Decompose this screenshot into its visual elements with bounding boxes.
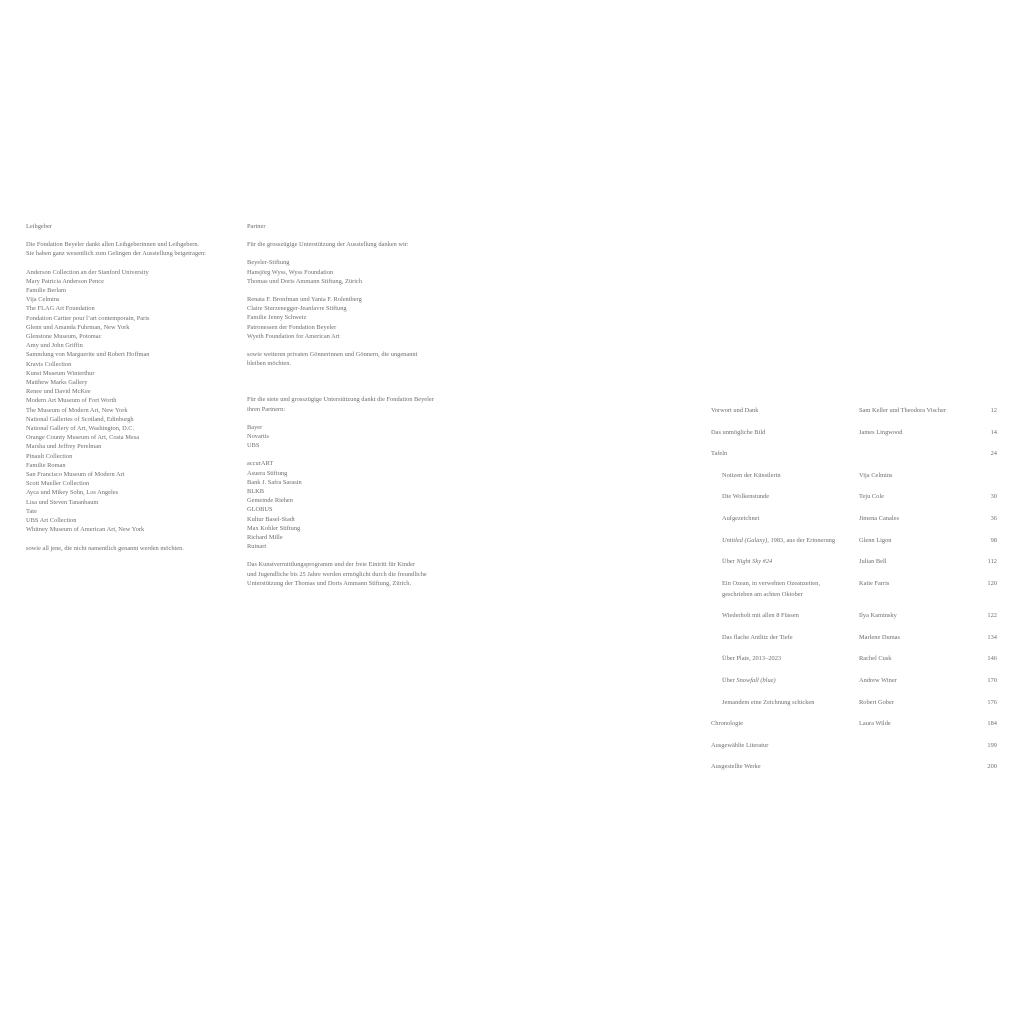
- lenders-heading: Leihgeber: [26, 223, 52, 230]
- lender-item: Kravis Collection: [26, 360, 72, 368]
- lender-item: Ayca und Mikey Sohn, Los Angeles: [26, 489, 119, 497]
- partner-item: Bank J. Safra Sarasin: [247, 478, 302, 486]
- toc-page-number: 14: [990, 428, 997, 436]
- partner-item: Max Kohler Stiftung: [247, 524, 301, 532]
- lender-item: Lisa und Steven Tananbaum: [26, 498, 99, 506]
- toc-page-number: 199: [987, 741, 997, 749]
- toc-title: Vorwort und Dank: [711, 407, 759, 414]
- toc-page-number: 12: [990, 407, 997, 414]
- partners-private-thanks: sowie weiteren privaten Gönnerinnen und Gönnern, die ungenannt bleiben möchten.: [247, 351, 418, 368]
- partner-item: GLOBUS: [247, 506, 273, 514]
- partner-item: Familie Jenny Schweiz: [247, 314, 307, 322]
- toc-author: Jimena Canales: [859, 514, 899, 522]
- toc-entry[interactable]: [711, 611, 1001, 633]
- toc-author: Ilya Kaminsky: [859, 612, 897, 620]
- table-of-contents: [711, 406, 1001, 784]
- lenders-intro: Die Fondation Beyeler dankt allen Leihgeberinnen und Leihgebern. Sie haben ganz wesentlich zum Gelingen der Ausstellung beigetragen:: [26, 241, 206, 258]
- toc-page-number: 112: [987, 558, 997, 566]
- lender-item: Familie Roman: [26, 461, 66, 469]
- toc-entry[interactable]: [711, 471, 1001, 493]
- toc-title-prefix: Über: [722, 558, 737, 566]
- toc-title: Die Wolkenstunde: [722, 493, 770, 501]
- toc-page-number: 200: [987, 763, 997, 771]
- toc-author: Vija Celmins: [859, 471, 893, 479]
- toc-page-number: 122: [987, 612, 997, 620]
- lender-item: Scott Mueller Collection: [26, 480, 90, 488]
- partner-item: Ruinart: [247, 543, 267, 551]
- partner-item: Renata F. Bronfman und Yania F. Rolentberg: [247, 296, 362, 304]
- lender-item: Glenn und Amanda Fuhrman, New York: [26, 323, 130, 331]
- partner-item: Gemeinde Riehen: [247, 497, 293, 505]
- partner-item: UBS: [247, 442, 260, 450]
- lenders-list: [26, 268, 231, 535]
- partner-item: Patronessen der Fondation Beyeler: [247, 323, 337, 331]
- toc-title: [722, 536, 852, 545]
- toc-entry[interactable]: [711, 449, 1001, 471]
- lenders-column: [26, 222, 231, 562]
- lender-item: Mary Patricia Anderson Pence: [26, 277, 104, 285]
- lender-item: Renee und David McKee: [26, 388, 91, 396]
- lender-item: Kunst Museum Winterthur: [26, 369, 95, 377]
- toc-title: [722, 676, 852, 685]
- toc-title-italic: Untitled (Galaxy): [722, 536, 768, 544]
- partners-heading: Partner: [247, 223, 266, 230]
- toc-entry[interactable]: [711, 492, 1001, 514]
- toc-entry[interactable]: [711, 676, 1001, 698]
- lender-item: Whitney Museum of American Art, New York: [26, 526, 145, 534]
- lender-item: Familie Berlam: [26, 287, 66, 295]
- toc-entry[interactable]: [711, 741, 1001, 763]
- partners-group-2: [247, 295, 462, 341]
- spacer: [247, 377, 462, 395]
- toc-page-number: 30: [990, 493, 997, 501]
- toc-author: Sam Keller und Theodora Vischer: [859, 407, 947, 414]
- toc-entry[interactable]: [711, 514, 1001, 536]
- lender-item: Vija Celmins: [26, 296, 60, 304]
- toc-title: Das flache Antlitz der Tiefe: [722, 633, 793, 641]
- toc-page-number: 146: [987, 655, 997, 663]
- toc-title: Über Plate, 2013–2023: [722, 655, 782, 663]
- lender-item: Tate: [26, 507, 37, 515]
- lender-item: Matthew Marks Gallery: [26, 379, 88, 387]
- toc-entry[interactable]: [711, 698, 1001, 720]
- partners-group-3: [247, 423, 462, 451]
- toc-title: Ausgestellte Werke: [711, 763, 761, 771]
- toc-author: James Lingwood: [859, 428, 903, 436]
- partners-group-1: [247, 258, 462, 286]
- toc-entry[interactable]: [711, 762, 1001, 784]
- lender-item: Pinault Collection: [26, 452, 73, 460]
- partner-item: Claire Sturzenegger-Jeanfavre Stiftung: [247, 305, 347, 313]
- toc-author: Laura Wilde: [859, 720, 891, 728]
- toc-page-number: 170: [987, 677, 997, 685]
- lender-item: National Gallery of Art, Washington, D.C.: [26, 425, 135, 433]
- lender-item: Fondation Cartier pour l’art contemporain, Paris: [26, 314, 150, 322]
- toc-page-number: 176: [987, 698, 997, 706]
- partner-item: Asuera Stiftung: [247, 469, 288, 477]
- toc-entry[interactable]: [711, 557, 1001, 579]
- partner-item: Bayer: [247, 423, 263, 431]
- lender-item: Marsha und Jeffrey Perelman: [26, 443, 102, 451]
- toc-entry[interactable]: [711, 633, 1001, 655]
- toc-page-number: 24: [990, 450, 997, 458]
- toc-author: Andrew Winer: [859, 677, 897, 685]
- lender-item: The Museum of Modern Art, New York: [26, 406, 128, 414]
- lender-item: Sammlung von Marguerite und Robert Hoffman: [26, 351, 150, 359]
- lender-item: Amy und John Griffin: [26, 342, 83, 350]
- partner-item: Novartis: [247, 433, 270, 441]
- toc-entry[interactable]: [711, 406, 1001, 428]
- partners-group-4: [247, 459, 462, 551]
- toc-title: Chronologie: [711, 720, 743, 728]
- toc-title: Ausgewählte Literatur: [711, 741, 769, 749]
- lender-item: Glenstone Museum, Potomac: [26, 333, 102, 341]
- toc-entry[interactable]: [711, 536, 1001, 558]
- partner-item: Richard Mille: [247, 534, 283, 542]
- lender-item: San Francisco Museum of Modern Art: [26, 471, 125, 479]
- toc-title: Notizen der Künstlerin: [722, 471, 781, 479]
- partners-intro: Für die grosszügige Unterstützung der Ausstellung danken wir:: [247, 241, 409, 249]
- toc-title-rest: , 1983, aus der Erinnerung: [767, 536, 836, 544]
- toc-entry[interactable]: [711, 719, 1001, 741]
- toc-author: Glenn Ligon: [859, 536, 892, 544]
- lender-item: Orange County Museum of Art, Costa Mesa: [26, 434, 140, 442]
- partner-item: Wyeth Foundation for American Art: [247, 332, 340, 340]
- partner-item: Hansjörg Wyss, Wyss Foundation: [247, 268, 334, 276]
- lender-item: The FLAG Art Foundation: [26, 305, 95, 313]
- partners-education-note: Das Kunstvermittlungsprogramm und der freie Eintritt für Kinder und Jugendliche bis 25 Jahre werden ermöglicht durch die freundliche Unterstützung der Thomas und Doris Ammann Stiftung, Zürich.: [247, 561, 427, 587]
- toc-title: Ein Ozean, in verwehten Ozeanzeiten, geschrieben am achten Oktober: [722, 579, 820, 598]
- lender-item: National Galleries of Scotland, Edinburgh: [26, 415, 134, 423]
- toc-title-italic: Snowfall (blue): [736, 677, 776, 685]
- toc-page-number: 36: [990, 514, 997, 522]
- lender-item: UBS Art Collection: [26, 517, 77, 525]
- toc-page-number: 120: [987, 579, 997, 587]
- toc-title: Das unmögliche Bild: [711, 428, 766, 436]
- lender-item: Anderson Collection an der Stanford University: [26, 268, 149, 276]
- partner-item: Thomas und Doris Ammann Stiftung, Zürich: [247, 277, 363, 285]
- toc-author: Katie Farris: [859, 579, 890, 587]
- toc-title: Wiederholt mit allen 8 Füssen: [722, 612, 799, 620]
- toc-title-italic: Night Sky #24: [736, 558, 773, 566]
- toc-author: Teju Cole: [859, 493, 884, 501]
- toc-entry[interactable]: [711, 428, 1001, 450]
- toc-title: [722, 557, 852, 566]
- toc-page-number: 184: [987, 720, 997, 728]
- partner-item: BLKB: [247, 488, 265, 496]
- toc-page-number: 98: [990, 536, 997, 544]
- toc-entry[interactable]: [711, 579, 1001, 612]
- toc-author: Robert Gober: [859, 698, 894, 706]
- lender-item: Modern Art Museum of Fort Worth: [26, 397, 117, 405]
- toc-title: Tafeln: [711, 450, 728, 458]
- toc-author: Marlene Dumas: [859, 633, 900, 641]
- partners-column: [247, 222, 462, 597]
- partner-item: Beyeler-Stiftung: [247, 259, 290, 267]
- partner-item: accurART: [247, 460, 274, 468]
- toc-author: Rachel Cusk: [859, 655, 892, 663]
- toc-author: Julian Bell: [859, 558, 887, 566]
- toc-title: Jemandem eine Zeichnung schicken: [722, 698, 815, 706]
- toc-entry[interactable]: [711, 654, 1001, 676]
- toc-page-number: 134: [987, 633, 997, 641]
- partners-ongoing-intro: Für die stete und grosszügige Unterstützung dankt die Fondation Beyeler ihren Partnern:: [247, 396, 434, 413]
- partner-item: Kultur Basel-Stadt: [247, 515, 295, 523]
- lenders-closing: sowie all jene, die nicht namentlich genannt werden möchten.: [26, 544, 184, 552]
- toc-title: Aufgezeichnet: [722, 514, 760, 522]
- toc-title-prefix: Über: [722, 677, 737, 685]
